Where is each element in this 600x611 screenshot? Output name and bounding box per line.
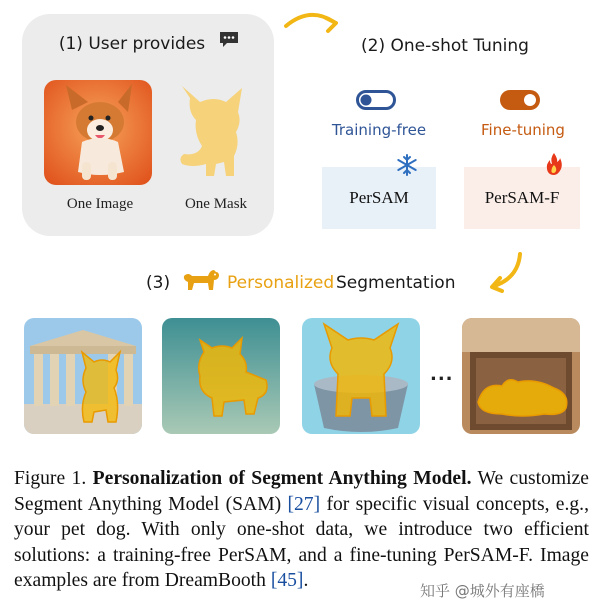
- caption-text-1: We customize Segment Anything Model (SAM): [14, 468, 589, 515]
- persam-f-label: PerSAM-F: [484, 188, 560, 207]
- watermark: 知乎 @城外有座橋: [420, 582, 545, 600]
- example-bucket-dog: [302, 318, 420, 434]
- persam-label: PerSAM: [349, 188, 409, 207]
- example-temple-dog: [24, 318, 142, 434]
- segmentation-label: Segmentation: [336, 273, 456, 293]
- persam-box: [322, 167, 436, 229]
- citation-27[interactable]: [27]: [287, 493, 321, 515]
- arrow-to-tuning-icon: [282, 6, 342, 40]
- figure-label: Figure 1.: [14, 468, 87, 489]
- caption-title: Personalization of Segment Anything Model.: [92, 468, 472, 489]
- training-free-label: Training-free: [331, 121, 427, 139]
- figure-caption: [14, 466, 589, 594]
- snowflake-icon: [396, 154, 418, 180]
- personalized-label: Personalized: [227, 273, 335, 293]
- one-mask-label: One Mask: [184, 196, 248, 212]
- caption-text-2: for specific visual concepts, e.g., your pet dog. With only one-shot data, we introduce two efficient solutions: a training-free PerSAM, and a fine-tuning PerSAM-F. Image examples are from DreamBooth: [14, 493, 589, 592]
- dog-icon: [180, 268, 220, 298]
- one-shot-tuning-title: (2) One-shot Tuning: [361, 36, 529, 56]
- toggle-off-icon: [356, 90, 396, 114]
- arrow-to-segmentation-icon: [486, 250, 526, 298]
- dog-photo: [44, 80, 152, 185]
- fire-icon: [545, 152, 563, 180]
- fine-tuning-label: Fine-tuning: [481, 121, 565, 139]
- segmentation-step: (3): [146, 273, 171, 293]
- dog-mask-shape: [176, 84, 254, 186]
- caption-text-3: .: [303, 570, 309, 592]
- chat-icon: [218, 30, 240, 54]
- example-sleeping-dog: [462, 318, 580, 434]
- toggle-on-icon: [500, 90, 540, 114]
- one-image-label: One Image: [66, 196, 134, 212]
- user-provides-title: (1) User provides: [58, 34, 206, 54]
- citation-45[interactable]: [45]: [270, 570, 304, 592]
- example-underwater-dog: [162, 318, 280, 434]
- more-examples-ellipsis: ...: [430, 364, 454, 385]
